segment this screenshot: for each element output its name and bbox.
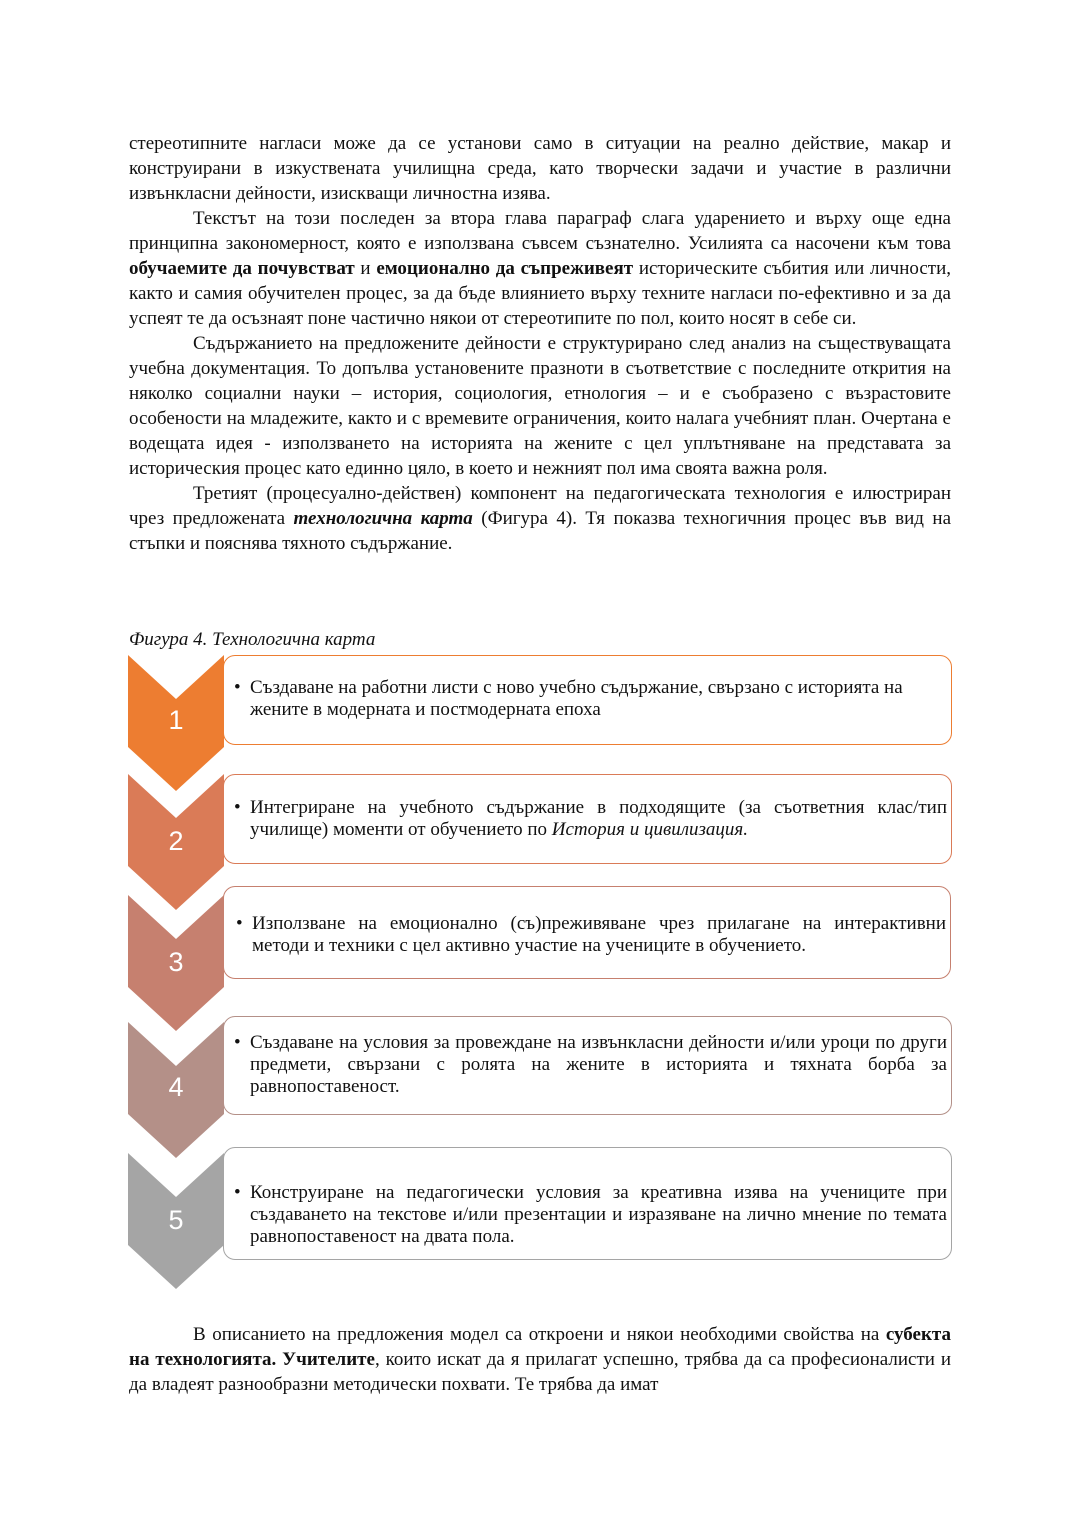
bullet: • — [234, 1032, 241, 1053]
bullet: • — [234, 677, 241, 698]
paragraph-2 — [129, 206, 951, 331]
step-description — [236, 797, 947, 841]
step-text — [236, 677, 947, 721]
step-description-italic: История и цивилизация. — [551, 819, 748, 840]
body-text-top — [129, 131, 951, 556]
step-text — [238, 913, 946, 957]
bullet: • — [234, 797, 241, 818]
paragraph-5-bold: субекта на технологията. Учителите — [129, 1324, 951, 1370]
step-description: Създаване на работни листи с ново учебно съдържание, свързано с историята на жените в модерната и постмодерната епоха — [250, 677, 903, 720]
step-description: Използване на емоционално (съ)преживяване чрез прилагане на интерактивни методи и техники с цел активно участие на учениците в обучението. — [252, 913, 946, 956]
paragraph-4 — [129, 481, 951, 556]
step-description: Конструиране на педагогически условия за креативна изява на учениците при създаването на текстове и/или презентации и изразяване на лично мнение по темата равнопоставеност на двата пола. — [250, 1182, 947, 1247]
step-box — [223, 1016, 952, 1115]
paragraph-4-part-c: (Фигура 4). Тя показва техногичния процес във вид на стъпки и пояснява тяхното съдържание. — [129, 508, 952, 554]
step-text — [236, 1182, 947, 1248]
paragraph-2-part-a: Текстът на този последен за втора глава параграф слага ударението и върху още една принципна закономерност, която е използвана съвсем съзнателно. Усилията са насочени към това — [129, 208, 951, 254]
bullet: • — [236, 913, 243, 934]
paragraph-5 — [129, 1322, 951, 1397]
paragraph-1: стереотипните нагласи може да се установи само в ситуации на реално действие, макар и конструирани в изкуствената училищна среда, като творчески задачи и участие в различни извънкласни дейности, изискващи личностна изява. — [129, 133, 951, 204]
paragraph-3: Съдържанието на предложените дейности е структурирано след анализ на съществуващата учебна документация. То допълва установените празноти в съответствие с последните открития на няколко социални науки – история, социология, етнология – и е съобразено с възрастовите особености на младежите, както и с времевите ограничения, които налага учебният план. Очертана е водещата идея - използването на историята на жените с цел уплътняване на представата за историческия процес като единно цяло, в което и нежният пол има своята важна роля. — [129, 333, 951, 479]
step-text — [236, 1032, 947, 1098]
step-description-a: Интегриране на учебното съдържание в подходящите (за съответния клас/тип училище) моменти от обучението по — [250, 797, 947, 840]
paragraph-5-part-a: В описанието на предложения модел са откроени и някои необходими свойства на — [193, 1324, 886, 1345]
paragraph-2-part-c: и — [354, 258, 377, 279]
step-box — [223, 774, 952, 864]
paragraph-2-bold-2: емоционално да съпреживеят — [376, 258, 634, 279]
step-box — [223, 1147, 952, 1260]
step-text — [236, 797, 947, 841]
paragraph-4-part-a: Третият (процесуално-действен) компонент на педагогическата технология е илюстриран чрез предложената — [129, 483, 951, 529]
step-box — [223, 655, 952, 745]
step-description: Създаване на условия за провеждане на извънкласни дейности и/или уроци по други предмети, свързани с ролята на жените в историята и тяхната борба за равнопоставеност. — [250, 1032, 947, 1097]
step-box — [223, 886, 951, 979]
step-number: 5 — [168, 1205, 184, 1235]
bullet: • — [234, 1182, 241, 1203]
step-number: 1 — [168, 705, 184, 735]
step-number: 3 — [168, 947, 184, 977]
figure-caption: Фигура 4. Технологична карта — [129, 629, 376, 650]
paragraph-4-bold-italic: технологична карта — [293, 508, 473, 529]
body-text-bottom — [129, 1322, 951, 1397]
paragraph-5-part-c: , които искат да я прилагат успешно, трябва да са професионалисти и да владеят разнообразни методически похвати. Те трябва да имат — [129, 1349, 951, 1395]
paragraph-2-bold-1: обучаемите да почувстват — [129, 258, 355, 279]
paragraph-2-part-e: историческите събития или личности, както и самия обучителен процес, за да бъде влиянието върху техните нагласи по-ефективно и за да успеят те да осъзнаят поне частично някои от стереотипите по пол, които носят в себе си. — [129, 258, 951, 329]
step-number: 4 — [168, 1072, 184, 1102]
step-number: 2 — [168, 826, 184, 856]
